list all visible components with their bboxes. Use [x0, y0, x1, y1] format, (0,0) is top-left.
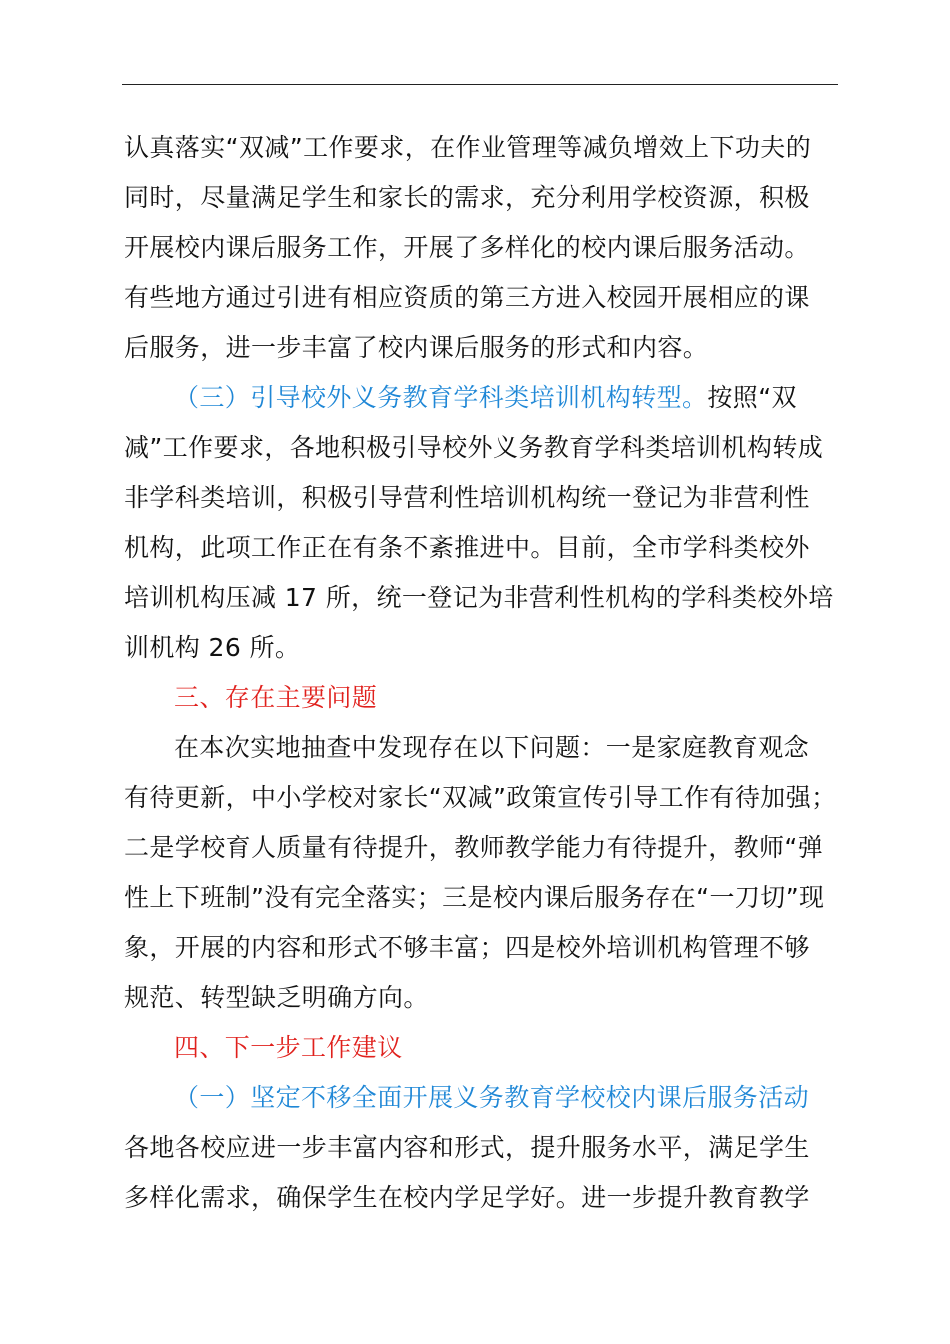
body-line: 机构，此项工作正在有条不紊推进中。目前，全市学科类校外: [124, 533, 810, 562]
body-line: 象，开展的内容和形式不够丰富；四是校外培训机构管理不够: [124, 933, 810, 962]
body-line: 认真落实“双减”工作要求，在作业管理等减负增效上下功夫的: [124, 133, 812, 162]
body-line: 规范、转型缺乏明确方向。: [124, 983, 429, 1012]
subheading-line: [174, 383, 797, 413]
body-line: 在本次实地抽查中发现存在以下问题：一是家庭教育观念: [174, 733, 810, 762]
header-rule: [122, 84, 838, 85]
body-line: 多样化需求，确保学生在校内学足学好。进一步提升教育教学: [124, 1183, 810, 1212]
body-line: 同时，尽量满足学生和家长的需求，充分利用学校资源，积极: [124, 183, 810, 212]
subheading-3-title: （三）引导校外义务教育学科类培训机构转型。: [174, 383, 708, 412]
subheading-3-text: 按照“双: [707, 383, 797, 412]
body-line: 培训机构压减 17 所，统一登记为非营利性机构的学科类校外培: [124, 583, 834, 612]
body-line: 训机构 26 所。: [124, 633, 301, 662]
body-line: 减”工作要求，各地积极引导校外义务教育学科类培训机构转成: [124, 433, 824, 462]
body-line: 各地各校应进一步丰富内容和形式，提升服务水平，满足学生: [124, 1133, 810, 1162]
body-line: 有待更新，中小学校对家长“双减”政策宣传引导工作有待加强；: [124, 783, 837, 812]
body-line: 性上下班制”没有完全落实；三是校内课后服务存在“一刀切”现: [124, 883, 825, 912]
body-line: 有些地方通过引进有相应资质的第三方进入校园开展相应的课: [124, 283, 810, 312]
subheading-1-title: （一）坚定不移全面开展义务教育学校校内课后服务活动: [174, 1083, 810, 1112]
body-line: 开展校内课后服务工作，开展了多样化的校内课后服务活动。: [124, 233, 810, 262]
body-line: 非学科类培训，积极引导营利性培训机构统一登记为非营利性: [124, 483, 810, 512]
section-heading-suggestions: 四、下一步工作建议: [174, 1033, 403, 1062]
section-heading-problems: 三、存在主要问题: [174, 683, 378, 712]
body-line: 后服务，进一步丰富了校内课后服务的形式和内容。: [124, 333, 709, 362]
body-line: 二是学校育人质量有待提升，教师教学能力有待提升，教师“弹: [124, 833, 824, 862]
